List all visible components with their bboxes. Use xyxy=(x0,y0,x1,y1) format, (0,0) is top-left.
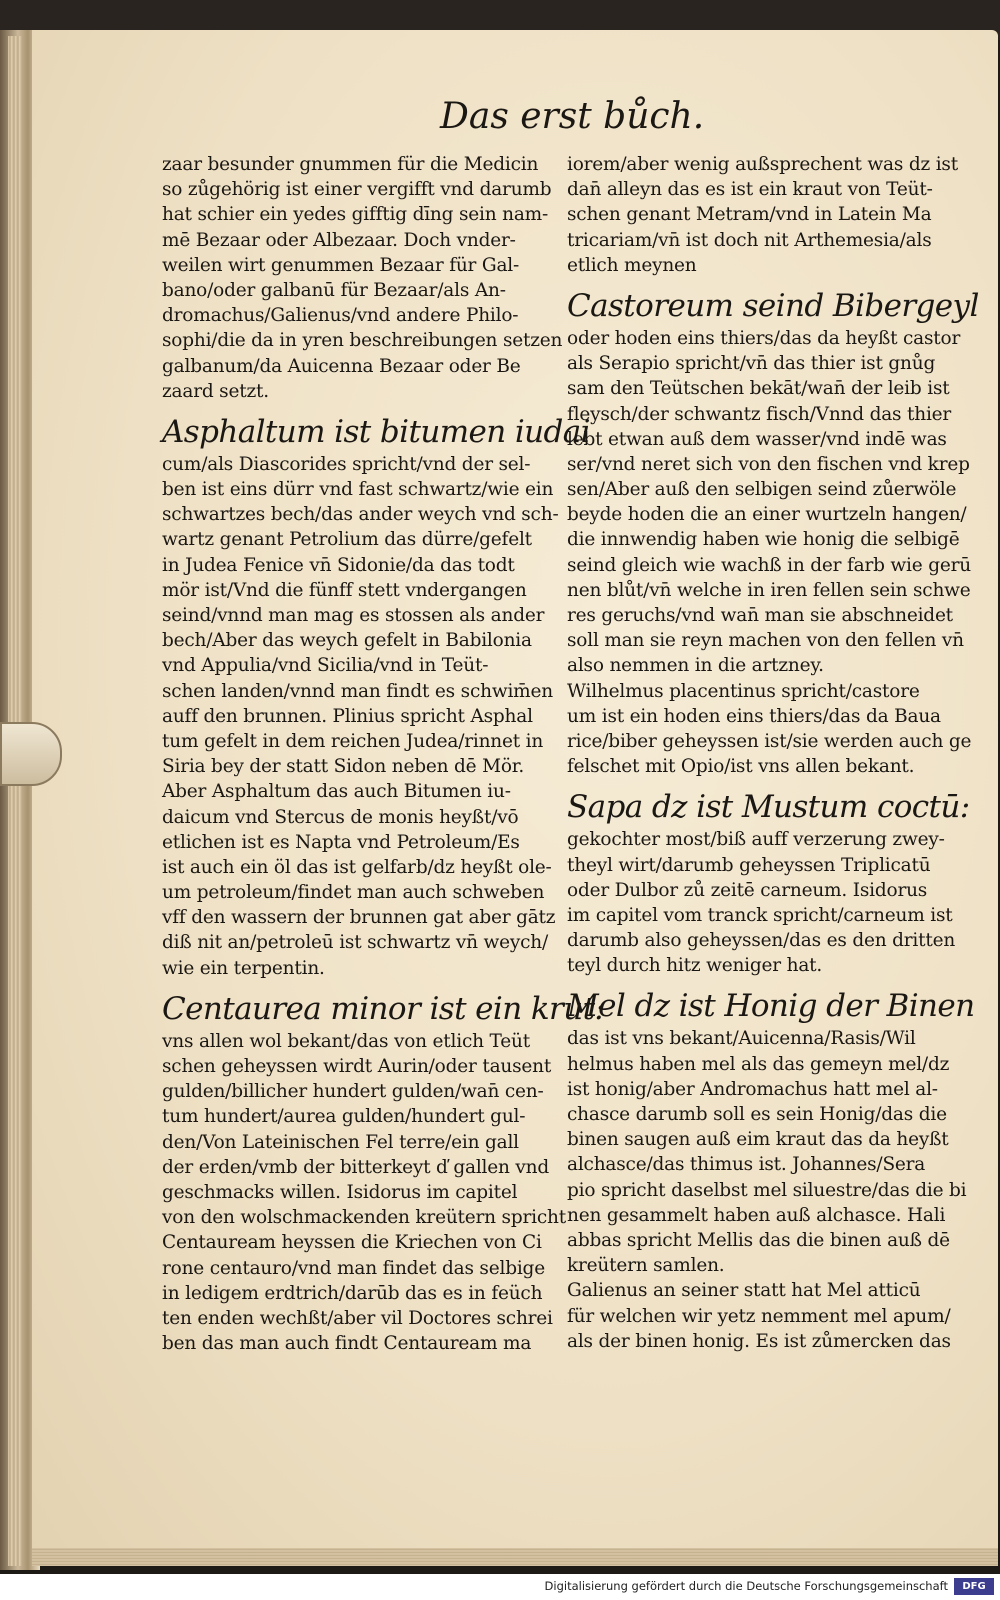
text-line: lebt etwan auß dem wasser/vnd indē was xyxy=(567,428,947,450)
text-line: nen gesammelt haben auß alchasce. Hali xyxy=(567,1204,946,1226)
paragraph-gap xyxy=(567,779,957,785)
text-line: als der binen honig. Es ist zůmercken das xyxy=(567,1330,951,1352)
text-line: galbanum/da Auicenna Bezaar oder Be xyxy=(162,355,521,377)
entry-heading: Mel dz ist Honig der Binen xyxy=(567,988,975,1025)
text-line: darumb also geheyssen/das es den dritten xyxy=(567,930,956,952)
text-line: weilen wirt genummen Bezaar für Gal- xyxy=(162,254,520,276)
text-line: diß nit an/petroleū ist schwartz vn̄ weych/ xyxy=(162,932,549,954)
text-line: rice/biber geheyssen ist/sie werden auch ge xyxy=(567,730,972,752)
text-line: abbas spricht Mellis das die binen auß dē xyxy=(567,1229,950,1251)
text-line: mör ist/Vnd die fünff stett vndergangen xyxy=(162,579,527,601)
text-line: bano/oder galbanū für Bezaar/als An- xyxy=(162,279,506,301)
text-line: etlich meynen xyxy=(567,254,697,276)
text-line: in Judea Fenice vn̄ Sidonie/da das todt xyxy=(162,554,515,576)
text-line: kreütern samlen. xyxy=(567,1255,725,1277)
text-line: bech/Aber das weych gefelt in Babilonia xyxy=(162,630,532,652)
text-line: Wilhelmus placentinus spricht/castore xyxy=(567,680,920,702)
text-line: res geruchs/vnd wan̄ man sie abschneidet xyxy=(567,605,953,626)
text-line: tum gefelt in dem reichen Judea/rinnet in xyxy=(162,730,544,752)
text-line: für welchen wir yetz nemment mel apum/ xyxy=(567,1305,951,1327)
text-line: seind gleich wie wachß in der farb wie gerū xyxy=(567,554,971,576)
text-line: cum/als Diascorides spricht/vnd der sel- xyxy=(162,453,531,475)
text-line: ist honig/aber Andromachus hatt mel al- xyxy=(567,1078,938,1100)
text-line: dan̄ alleyn das es ist ein kraut von Teüt- xyxy=(567,179,933,201)
text-line: vnd Appulia/vnd Sicilia/vnd in Teüt- xyxy=(162,655,489,677)
text-line: hat schier ein yedes gifftig dīng sein nam- xyxy=(162,204,549,226)
entry-heading: Sapa dz ist Mustum coctū: xyxy=(567,789,970,826)
left-text-column xyxy=(162,152,605,1356)
entry-heading: Castoreum seind Bibergeyl xyxy=(567,287,979,324)
right-text-column xyxy=(567,152,979,1354)
text-line: tum hundert/aurea gulden/hundert gul- xyxy=(162,1106,526,1128)
text-line: mē Bezaar oder Albezaar. Doch vnder- xyxy=(162,229,516,251)
entry-heading: Asphaltum ist bitumen iudai xyxy=(162,413,590,450)
text-line: fleysch/der schwantz fisch/Vnnd das thier xyxy=(567,403,952,425)
text-line: vns allen wol bekant/das von etlich Teüt xyxy=(162,1030,530,1052)
text-line: nen blůt/vn̄ welche in iren fellen sein schwe xyxy=(567,579,971,601)
text-line: felschet mit Opio/ist vns allen bekant. xyxy=(567,756,915,778)
text-line: wartz genant Petrolium das dürre/gefelt xyxy=(162,529,532,551)
text-line: gekochter most/biß auff verzerung zwey- xyxy=(567,829,945,851)
text-line: etlichen ist es Napta vnd Petroleum/Es xyxy=(162,831,520,853)
text-line: chasce darumb soll es sein Honig/das die xyxy=(567,1104,947,1125)
text-line: so zůgehörig ist einer vergifft vnd darumb xyxy=(162,179,552,201)
text-line: Siria bey der statt Sidon neben dē Mör. xyxy=(162,756,525,778)
footer-credit: Digitalisierung gefördert durch die Deutsche Forschungsgemeinschaft xyxy=(544,1579,948,1593)
text-line: seind/vnnd man mag es stossen als ander xyxy=(162,605,545,626)
text-line: tricariam/vn̄ ist doch nit Arthemesia/als xyxy=(567,229,932,251)
digitization-footer xyxy=(0,1574,1000,1600)
text-line: alchasce/das thimus ist. Johannes/Sera xyxy=(567,1154,926,1176)
paragraph-gap xyxy=(567,978,957,984)
text-line: pio spricht daselbst mel siluestre/das die bi xyxy=(567,1179,967,1201)
text-line: schen geheyssen wirdt Aurin/oder tausent xyxy=(162,1056,552,1077)
text-line: oder hoden eins thiers/das da heyßt castor xyxy=(567,327,961,349)
text-line: teyl durch hitz weniger hat. xyxy=(567,955,823,977)
text-line: schen landen/vnnd man findt es schwim̄en xyxy=(162,680,553,702)
text-line: iorem/aber wenig außsprechent was dz ist xyxy=(567,154,958,175)
paragraph-gap xyxy=(162,981,552,987)
text-line: sophi/die da in yren beschreibungen setzen xyxy=(162,330,563,352)
text-line: wie ein terpentin. xyxy=(162,957,325,979)
text-line: den/Von Lateinischen Fel terre/ein gall xyxy=(162,1131,519,1153)
text-line: Aber Asphaltum das auch Bitumen iu- xyxy=(162,781,511,803)
text-line: auff den brunnen. Plinius spricht Asphal xyxy=(162,705,533,727)
text-line: als Serapio spricht/vn̄ das thier ist gnůg xyxy=(567,353,936,375)
text-line: geschmacks willen. Isidorus im capitel xyxy=(162,1181,518,1203)
text-line: beyde hoden die an einer wurtzeln hangen/ xyxy=(567,504,967,526)
text-line: im capitel vom tranck spricht/carneum ist xyxy=(567,904,953,926)
text-line: ten enden wechßt/aber vil Doctores schrei xyxy=(162,1307,553,1329)
text-line: Centauream heyssen die Kriechen von Ci xyxy=(162,1232,542,1254)
text-line: also nemmen in die artzney. xyxy=(567,655,824,677)
text-line: ist auch ein öl das ist gelfarb/dz heyßt ole- xyxy=(162,856,552,878)
text-line: zaar besunder gnummen für die Medicin xyxy=(162,154,539,175)
text-line: binen saugen auß eim kraut das da heyßt xyxy=(567,1129,949,1151)
text-line: theyl wirt/darumb geheyssen Triplicatū xyxy=(567,854,931,876)
page-bottom-edge xyxy=(32,1548,998,1566)
text-line: die innwendig haben wie honig die selbigē xyxy=(567,529,960,551)
paragraph-gap xyxy=(567,278,957,284)
text-line: ben das man auch findt Centauream ma xyxy=(162,1333,532,1355)
text-line: sam den Teütschen bekāt/wan̄ der leib ist xyxy=(567,378,950,400)
text-line: soll man sie reyn machen von den fellen vn̄ xyxy=(567,630,964,652)
book-clasp xyxy=(0,722,62,786)
text-line: oder Dulbor zů zeitē carneum. Isidorus xyxy=(567,879,928,901)
text-line: schen genant Metram/vnd in Latein Ma xyxy=(567,204,932,226)
entry-heading: Centaurea minor ist ein krut: xyxy=(162,990,605,1027)
text-line: daicum vnd Stercus de monis heyßt/vō xyxy=(162,806,519,828)
text-line: der erden/vmb der bitterkeyt ď gallen vnd xyxy=(162,1156,550,1178)
paragraph-gap xyxy=(162,404,552,410)
text-line: Galienus an seiner statt hat Mel atticū xyxy=(567,1280,921,1302)
text-line: das ist vns bekant/Auicenna/Rasis/Wil xyxy=(567,1028,916,1050)
dfg-logo-icon: DFG xyxy=(954,1578,994,1595)
text-line: um petroleum/findet man auch schweben xyxy=(162,882,545,904)
text-line: von den wolschmackenden kreütern spricht xyxy=(162,1207,566,1229)
text-line: vff den wassern der brunnen gat aber gātz xyxy=(162,907,556,929)
text-line: rone centauro/vnd man findet das selbige xyxy=(162,1257,545,1279)
text-line: schwartzes bech/das ander weych vnd sch- xyxy=(162,504,559,526)
text-line: zaard setzt. xyxy=(162,380,269,402)
text-line: helmus haben mel als das gemeyn mel/dz xyxy=(567,1053,950,1075)
text-line: in ledigem erdtrich/darūb das es in feüch xyxy=(162,1282,543,1304)
page-stack-edge xyxy=(8,36,22,1566)
page-running-head: Das erst bůch. xyxy=(440,96,705,137)
text-line: sen/Aber auß den selbigen seind zůerwöle xyxy=(567,479,957,501)
text-line: ben ist eins dürr vnd fast schwartz/wie ein xyxy=(162,479,554,501)
text-line: dromachus/Galienus/vnd andere Philo- xyxy=(162,305,519,327)
text-line: um ist ein hoden eins thiers/das da Baua xyxy=(567,705,941,727)
text-line: gulden/billicher hundert gulden/wan̄ cen- xyxy=(162,1081,544,1103)
text-line: ser/vnd neret sich von den fischen vnd krep xyxy=(567,453,970,475)
